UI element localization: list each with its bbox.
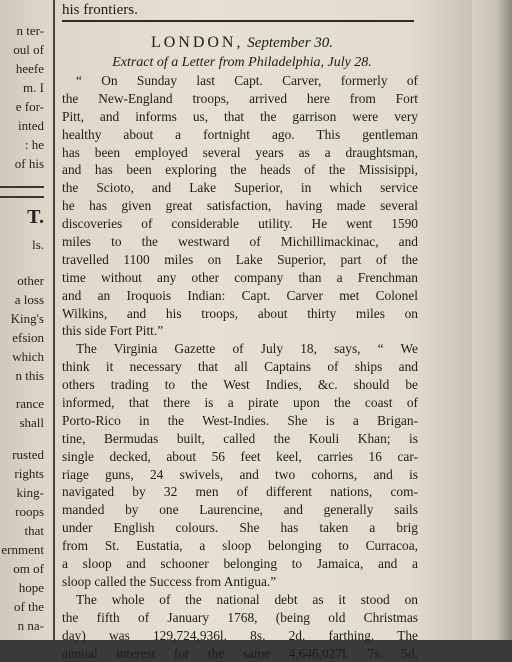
article-line: this side Fort Pitt.” (62, 322, 418, 340)
left-fragment: oul of (13, 41, 44, 59)
left-fragment: rusted (12, 446, 44, 464)
article-line: healthy about a fortnight ago. This gentleman (62, 126, 418, 144)
left-fragment: shall (19, 414, 44, 432)
dateline-date: September 30. (247, 35, 333, 51)
article-line: others trading to the West Indies, &c. should be (62, 376, 418, 394)
left-fragment: which (12, 348, 44, 366)
left-fragment: e for- (16, 98, 44, 116)
article-line: from St. Eustatia, a sloop belonging to Curracoa, (62, 537, 418, 555)
left-fragment: other (17, 272, 44, 290)
article-line: tine, Bermudas built, called the Kouli Khan; is (62, 430, 418, 448)
article-line: informed, that there is a pirate upon the coast of (62, 394, 418, 412)
article-line: a sloop and schooner belonging to Jamaica, and a (62, 555, 418, 573)
left-fragment: of the (14, 598, 44, 616)
article-line: the New-England troops, arrived here from Fort (62, 90, 418, 108)
article-line: travelled 1100 miles on Lake Superior, part of the (62, 251, 418, 269)
article-line: single decked, about 56 feet keel, carries 16 car- (62, 448, 418, 466)
left-fragment: : he (25, 136, 44, 154)
article-line: has been employed several years as a draughtsman, (62, 144, 418, 162)
article-line: he has given great satisfaction, having made several (62, 197, 418, 215)
left-fragment: heefe (16, 60, 44, 78)
left-fragment: ls. (32, 236, 44, 254)
section-rule (62, 20, 414, 22)
ornament-rule (0, 186, 44, 198)
article-line: and an Iroquois Indian: Capt. Carver met Colonel (62, 287, 418, 305)
left-fragment: rance (16, 395, 44, 413)
article-line: the fifth of January 1768, (being old Christmas (62, 609, 418, 627)
left-fragment: of his (15, 155, 44, 173)
article-line: discoveries of considerable utility. He went 1590 (62, 215, 418, 233)
article-body (62, 72, 418, 662)
article-line: “ On Sunday last Capt. Carver, formerly of (62, 72, 418, 90)
left-fragment: a loss (15, 291, 44, 309)
left-fragment: n na- (18, 617, 44, 635)
article-line: The Virginia Gazette of July 18, says, “ We (62, 340, 418, 358)
letter-subheading: Extract of a Letter from Philadelphia, July 28. (62, 55, 422, 71)
left-column-fragment (0, 0, 50, 640)
left-fragment: n ter- (16, 22, 44, 40)
left-fragment: efsion (12, 329, 44, 347)
left-fragment: roops (15, 503, 44, 521)
article-line: day) was 129,724,936l. 8s. 2d. farthing. The (62, 627, 418, 645)
article-line: manded by one Laurencine, and generally sails (62, 501, 418, 519)
page-right-margin (472, 0, 512, 640)
article-line: sloop called the Success from Antigua.” (62, 573, 418, 591)
left-fragment: ernment (1, 541, 44, 559)
left-fragment: m. I (23, 79, 44, 97)
left-fragment: n this (15, 367, 44, 385)
article-line: riage guns, 24 swivels, and two cohorns, and is (62, 466, 418, 484)
previous-article-end: his frontiers. (62, 2, 138, 19)
article-line: annual interest for the same 4,646,027l. 7s. 5d. (62, 645, 418, 662)
left-fragment: king- (17, 484, 44, 502)
article-line: Pitt, and informs us, that the garrison were very (62, 108, 418, 126)
left-fragment-heading: T. (27, 208, 44, 226)
left-fragment: rights (14, 465, 44, 483)
article-line: think it necessary that all Captains of ships and (62, 358, 418, 376)
article-line: time without any other company than a Frenchman (62, 269, 418, 287)
left-fragment: hope (19, 579, 44, 597)
left-fragment: inted (18, 117, 44, 135)
article-line: The whole of the national debt as it stood on (62, 591, 418, 609)
left-fragment: that (25, 522, 45, 540)
column-rule (53, 0, 55, 640)
left-fragment: om of (13, 560, 44, 578)
article-line: miles to the westward of Michillimackinac, and (62, 233, 418, 251)
article-line: under English colours. She has taken a brig (62, 519, 418, 537)
left-fragment: King's (11, 310, 44, 328)
dateline-place: LONDON, (151, 34, 244, 51)
article-line: the Scioto, and Lake Superior, in which service (62, 179, 418, 197)
article-line: Wilkins, and his troops, about thirty miles on (62, 305, 418, 323)
article-line: and has been exploring the heads of the Missisippi, (62, 161, 418, 179)
article-line: navigated by 32 men of different nations, com- (62, 483, 418, 501)
dateline (62, 34, 422, 52)
main-column (62, 0, 422, 640)
article-line: Porto-Rico in the West-Indies. She is a Brigan- (62, 412, 418, 430)
